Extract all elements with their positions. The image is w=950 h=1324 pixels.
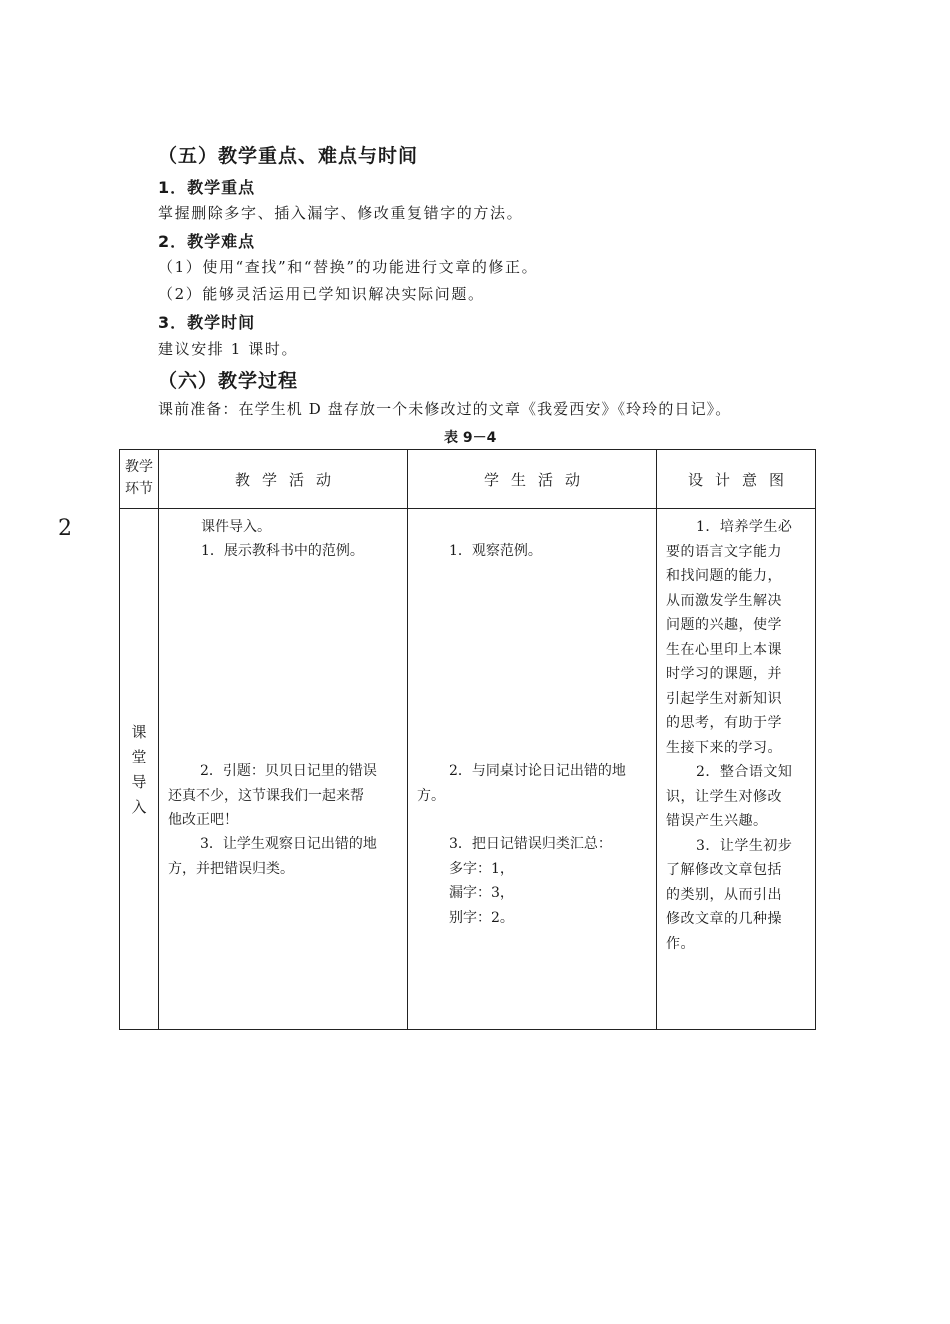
table-header-divider [119,508,816,509]
design-line: 生在心里印上本课 [666,641,782,658]
time-text: 建议安排 1 课时。 [158,340,299,358]
stage-char-4: 入 [131,798,147,816]
student-item-3-line-4: 别字：2。 [449,909,514,926]
table-col-divider-3 [656,449,657,1030]
stage-char-2: 堂 [131,748,147,766]
teacher-item-2 [168,759,400,833]
stage-classroom-intro [129,720,149,820]
header-teacher-activity: 教学活动 [234,471,343,489]
teacher-item-3-line-1: 3．让学生观察日记出错的地 [200,836,377,852]
design-line: 2．整合语文知 [696,764,793,780]
design-line: 1．培养学生必 [696,519,793,535]
design-line: 问题的兴趣，使学 [666,617,782,633]
header-stage-line-2: 环节 [125,481,153,497]
student-item-2-line-1: 2．与同桌讨论日记出错的地 [449,763,626,779]
student-item-3-line-2: 多字：1， [449,860,514,877]
design-line: 的类别，从而引出 [666,886,782,903]
teacher-item-3 [168,832,400,881]
table-border-right [815,449,816,1030]
table-col-divider-1 [158,449,159,1030]
table-border-bottom [119,1029,816,1030]
stage-char-3: 导 [131,773,147,791]
design-line: 作。 [666,935,695,952]
key-points-text: 掌握删除多字、插入漏字、修改重复错字的方法。 [158,204,524,222]
teacher-item-1: 1．展示教科书中的范例。 [201,543,364,559]
student-item-3-line-3: 漏字：3， [449,885,514,901]
design-line: 的思考，有助于学 [666,715,782,731]
student-item-2-line-2: 方。 [417,787,445,804]
design-line: 生接下来的学习。 [666,739,782,756]
subsection-difficulties-title: 2．教学难点 [158,232,256,251]
table-border-top [119,449,816,450]
table-col-divider-2 [407,449,408,1030]
section-5-title: （五）教学重点、难点与时间 [158,145,419,167]
stage-char-1: 课 [131,723,147,741]
design-line: 要的语言文字能力 [666,543,782,560]
student-item-1: 1．观察范例。 [449,543,542,559]
design-line: 时学习的课题，并 [666,666,782,682]
difficulty-item-1: （1）使用“查找”和“替换”的功能进行文章的修正。 [158,258,539,276]
subsection-key-points-title: 1．教学重点 [158,178,256,197]
section-6-title: （六）教学过程 [158,370,299,392]
difficulty-item-2: （2）能够灵活运用已学知识解决实际问题。 [158,285,485,303]
header-design-intent: 设计意图 [687,471,796,489]
design-intent-text [666,515,811,956]
design-line: 和找问题的能力， [666,568,782,584]
design-line: 识，让学生对修改 [666,788,782,805]
teacher-item-2-line-3: 他改正吧！ [168,812,238,828]
student-item-3-line-1: 3．把日记错误归类汇总： [449,836,612,852]
table-border-left [119,449,120,1030]
teacher-item-2-line-1: 2．引题：贝贝日记里的错误 [200,763,377,779]
header-stage [120,456,158,500]
subsection-time-title: 3．教学时间 [158,313,256,332]
design-line: 错误产生兴趣。 [666,813,768,829]
design-line: 3．让学生初步 [696,837,793,854]
teacher-intro: 课件导入。 [201,519,271,535]
lesson-preparation: 课前准备：在学生机 D 盘存放一个未修改过的文章《我爱西安》《玲玲的日记》。 [158,400,732,418]
page-number: 2 [58,516,72,541]
teacher-item-3-line-2: 方，并把错误归类。 [168,860,294,877]
design-line: 引起学生对新知识 [666,690,782,707]
header-student-activity: 学生活动 [483,471,592,489]
table-caption: 表 9－4 [444,430,497,446]
student-item-3 [449,832,649,930]
design-line: 了解修改文章包括 [666,862,782,878]
lesson-process-table [119,449,816,1030]
design-line: 从而激发学生解决 [666,592,782,609]
header-stage-line-1: 教学 [125,459,153,475]
design-line: 修改文章的几种操 [666,911,782,927]
teacher-item-2-line-2: 还真不少，这节课我们一起来帮 [168,787,364,804]
student-item-2 [417,759,649,808]
